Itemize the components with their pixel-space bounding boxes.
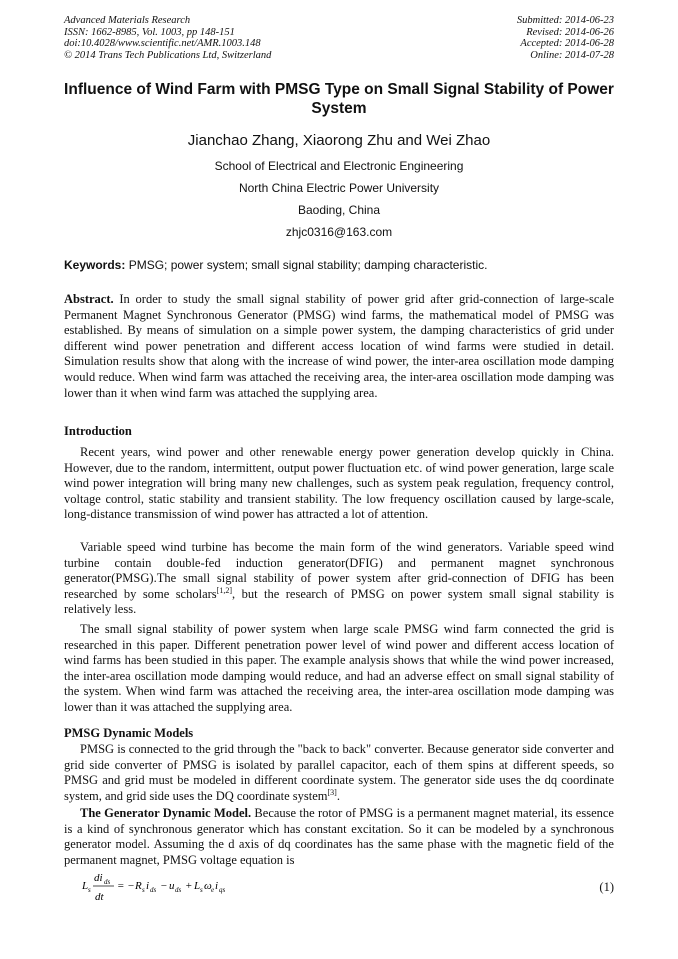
journal-doi[interactable]: doi:10.4028/www.scientific.net/AMR.1003.148	[64, 38, 261, 49]
svg-text:ω: ω	[204, 880, 212, 892]
svg-text:u: u	[169, 880, 175, 892]
svg-text:qs: qs	[219, 886, 226, 894]
pmsg-paragraph-1	[64, 742, 614, 804]
svg-text:ds: ds	[175, 886, 182, 894]
paper-authors: Jianchao Zhang, Xiaorong Zhu and Wei Zhao	[187, 132, 491, 149]
svg-text:di: di	[94, 872, 103, 884]
date-online: Online: 2014-07-28	[530, 49, 614, 61]
pmsg-paragraph-2-text: Because the rotor of PMSG is a permanent magnet material, its essence is a kind of synchronous generator which has constant excitation. So it can be modeled by a synchronous generator model. Assuming the d axis of dq coordinates has the same phase with the magnetic field of the permanent magnet, PMSG voltage equation is	[64, 806, 614, 867]
journal-issn: ISSN: 1662-8985, Vol. 1003, pp 148-151	[64, 26, 235, 38]
equation-number: (1)	[599, 880, 614, 894]
date-accepted: Accepted: 2014-06-28	[520, 38, 614, 49]
intro-paragraph-2-text-b: , but the research of PMSG on power system small signal stability is relatively less.	[64, 586, 614, 617]
pmsg-paragraph-1-text-b: .	[336, 788, 340, 803]
abstract-text: In order to study the small signal stability of power grid after grid-connection of large-scale Permanent Magnet Synchronous Generator (PMSG) wind farms, the mathematical model of PMSG was established. By means of simulation on a simple power system, the damping characteristics of grid under different wind power penetration and different access location of wind farms were studied in detail. Simulation results show that along with the increase of wind power, the inter-area oscillation mode damping would reduce. When wind farm was attached the receiving area, the inter-area oscillation mode damping was lower than it when wind farm was attached the supplying area.	[64, 292, 614, 400]
svg-text:ds: ds	[150, 886, 157, 894]
svg-text:+: +	[185, 880, 193, 892]
date-revised: Revised: 2014-06-26	[526, 26, 614, 38]
subsection-label-generator-model: The Generator Dynamic Model.	[80, 806, 252, 820]
svg-text:R: R	[135, 880, 142, 892]
author-email[interactable]: zhjc0316@163.com	[285, 225, 393, 239]
pmsg-paragraph-1-text-a: PMSG is connected to the grid through the "back to back" converter. Because generator side converter and grid side converter of PMSG is isolated by parallel capacitor, each of them spins at different speeds, so PMSG and grid must be modeled in different coordinate system. The generator side uses the dq coordinate system, and grid side uses the DQ coordinate system	[64, 742, 614, 803]
affiliation-city: Baoding, China	[297, 203, 381, 217]
svg-text:= −: = −	[117, 880, 135, 892]
svg-text:L: L	[194, 880, 201, 892]
svg-text:s: s	[88, 886, 91, 894]
svg-text:e: e	[211, 886, 215, 894]
svg-text:−: −	[160, 880, 168, 892]
abstract-label: Abstract.	[64, 292, 114, 306]
intro-paragraph-1: Recent years, wind power and other renewable energy power generation develop quickly in China. However, due to the random, intermittent, output power fluctuation etc. of wind power generation, large scale wind power integration will bring many new challenges, such as system peak regulation, frequency control, voltage control, static stability and transient stability. The low frequency oscillation caused by large-scale, long-distance transmission of wind power has attracted a lot of attention.	[64, 445, 614, 522]
pmsg-paragraph-2	[64, 806, 614, 868]
keywords-text: PMSG; power system; small signal stability; damping characteristic.	[125, 258, 488, 272]
voltage-equation	[80, 870, 614, 906]
intro-paragraph-3: The small signal stability of power system when large scale PMSG wind farm connected the grid is researched in this paper. Different penetration power level of wind power and different access location of wind farms has been studied in this paper. The example analysis shows that while the wind power increased, the inter-area oscillation mode damping would reduce, and had an adverse effect on small signal stability of the system. When wind farm was attached the receiving area, the inter-area oscillation mode damping was lower than it was attached the supplying area.	[64, 622, 614, 714]
intro-paragraph-2-text-a: Variable speed wind turbine has become the main form of the wind generators. Variable speed wind turbine contain double-fed induction generator(DFIG) and permanent magnet synchronous generator(PMSG).The small signal stability of power system after grid-connection of DFIG has been researched by some scholars	[64, 540, 614, 601]
citation-ref-1-2[interactable]: [1,2]	[216, 585, 232, 595]
intro-paragraph-2	[64, 540, 614, 618]
paper-title: Influence of Wind Farm with PMSG Type on Small Signal Stability of Power System	[64, 81, 614, 117]
date-submitted: Submitted: 2014-06-23	[516, 15, 614, 26]
svg-text:i: i	[215, 880, 219, 892]
svg-text:s: s	[200, 886, 203, 894]
section-heading-introduction: Introduction	[64, 424, 132, 438]
journal-header-right	[517, 15, 614, 61]
journal-header-left	[64, 15, 271, 61]
svg-text:dt: dt	[95, 891, 104, 903]
citation-ref-3[interactable]: [3]	[327, 787, 337, 797]
svg-text:s: s	[142, 886, 145, 894]
section-heading-pmsg: PMSG Dynamic Models	[64, 726, 194, 740]
svg-text:ds: ds	[104, 878, 111, 886]
svg-text:i: i	[146, 880, 150, 892]
affiliation-university: North China Electric Power University	[238, 181, 440, 195]
keywords-label: Keywords:	[64, 258, 126, 272]
journal-copyright: © 2014 Trans Tech Publications Ltd, Switzerland	[64, 49, 272, 61]
journal-name: Advanced Materials Research	[64, 15, 191, 26]
abstract	[64, 292, 614, 401]
svg-text:L: L	[82, 880, 89, 892]
affiliation-school: School of Electrical and Electronic Engineering	[214, 159, 464, 173]
keywords	[64, 258, 614, 272]
